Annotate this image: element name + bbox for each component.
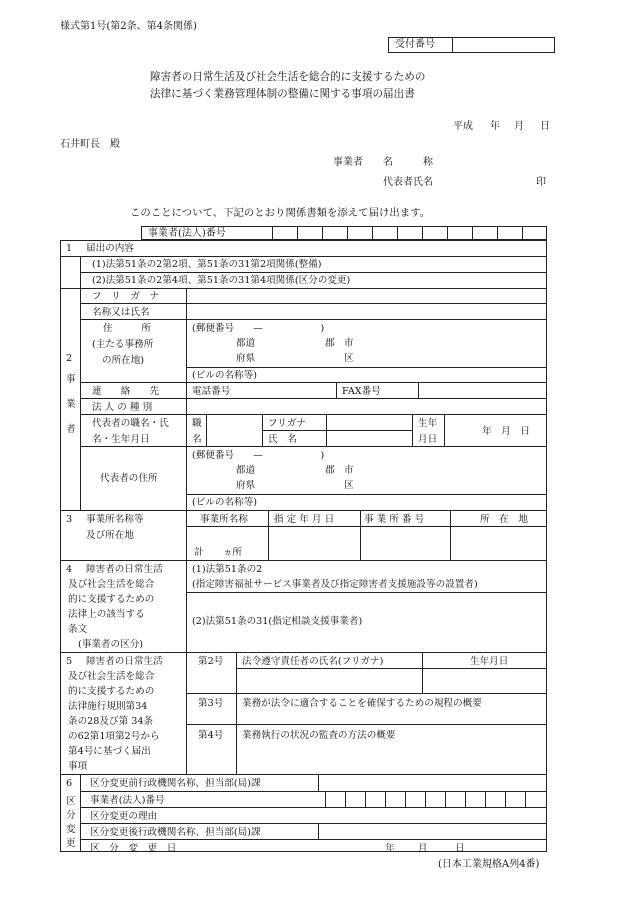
- sec2-rep-ku: 区: [344, 480, 354, 491]
- sec2-contact-label: 連 絡 先: [92, 386, 160, 397]
- sec2-rep-name-label: 氏 名: [268, 434, 297, 445]
- sec4-label-2: 及び社会生活を総合: [68, 579, 155, 590]
- sec2-address-label-1: 住 所: [103, 323, 151, 334]
- sec6-date-month[interactable]: 月: [418, 843, 428, 854]
- date-day: 日: [540, 121, 550, 132]
- sec4-label-4: 法律上の該当する: [68, 609, 145, 620]
- sec2-rep-label-1: 代表者の職名・氏: [92, 418, 169, 429]
- receipt-number-field[interactable]: [453, 38, 553, 52]
- sec6-row-date: 区 分 変 更 日: [90, 843, 177, 854]
- sec2-fuken: 府県: [236, 353, 256, 364]
- sec4-label-6: (事業者の区分): [78, 639, 144, 650]
- sec2-shi: 市: [344, 338, 354, 349]
- sec2-rep-shi: 市: [344, 465, 354, 476]
- sec5-compliance-birth-field[interactable]: [423, 669, 546, 693]
- operator-name-label: 名 称: [383, 157, 433, 168]
- date-era: 平成: [453, 121, 473, 132]
- sec2-postal[interactable]: (郵便番号 — ): [192, 323, 325, 334]
- sec2-corp-type-label: 法 人 の 種 別: [92, 402, 153, 413]
- sec5-label-5: 条の28及び第 34条: [68, 716, 154, 727]
- sec5-compliance-name-field[interactable]: [237, 669, 421, 693]
- operator-label: 事業者: [333, 157, 363, 168]
- sec5-item-4-text: 業務執行の状況の監査の方法の概要: [242, 730, 396, 741]
- sec2-name-field[interactable]: [187, 304, 546, 319]
- sec2-building[interactable]: (ビルの名称等): [192, 370, 258, 381]
- addressee: 石井町長 殿: [60, 139, 120, 150]
- sec5-item-3-text: 業務が法令に適合することを確保するための規程の概要: [242, 698, 482, 709]
- sec2-address-label-3: の所在地): [102, 355, 145, 366]
- sec6-label-char-3: 変: [66, 824, 76, 835]
- sec5-label-3: 的に支援するための: [68, 686, 155, 697]
- sec5-label-4: 法律施行規則第34: [68, 701, 148, 712]
- sec2-birth-label-2: 月日: [418, 434, 438, 445]
- sec3-col-date: 指 定 年 月 日: [274, 514, 335, 525]
- intro-text: このことについて、下記のとおり関係書類を添えて届け出ます。: [130, 207, 431, 219]
- sec2-rep-building[interactable]: (ビルの名称等): [192, 497, 258, 508]
- sec4-number: 4: [66, 564, 73, 575]
- sec3-total: 計 ヵ所: [194, 547, 242, 558]
- sec4-option-1-detail: (指定障害福祉サービス事業者及び指定障害者支援施設等の設置者): [192, 579, 478, 590]
- sec4-label-5: 条文: [68, 624, 88, 635]
- sec2-rep-title-field[interactable]: [207, 415, 261, 446]
- sec3-label-1: 事業所名称等: [86, 514, 144, 525]
- sec6-date-year[interactable]: 年: [385, 843, 395, 854]
- sec4-option-2[interactable]: (2)法第51条の31(指定相談支援事業者): [192, 616, 363, 627]
- sec1-heading: 届出の内容: [86, 243, 134, 254]
- sec2-furigana-label: フ リ ガ ナ: [92, 291, 160, 302]
- sec2-label-char-1: 事: [66, 374, 76, 385]
- sec5-label-8: 事項: [68, 761, 88, 772]
- sec4-label-1: 障害者の日常生活: [86, 564, 163, 575]
- sec6-after-field[interactable]: [319, 824, 546, 839]
- sec6-label-char-4: 更: [66, 838, 76, 849]
- sec1-option-2[interactable]: (2)法第51条の2第4項、第51条の31第4項関係(区分の変更): [92, 275, 351, 286]
- sec2-rep-furigana-label: フリガナ: [268, 418, 306, 429]
- sec5-item-4: 第4号: [198, 730, 224, 741]
- sec2-rep-gun: 郡: [325, 465, 335, 476]
- sec2-shoku-1: 職: [192, 418, 202, 429]
- reg-number-label-cell: [141, 226, 272, 240]
- sec6-before-field[interactable]: [319, 775, 546, 791]
- sec3-location-field[interactable]: [451, 527, 546, 560]
- sec2-rep-fuken: 府県: [236, 480, 256, 491]
- sec5-number: 5: [66, 656, 73, 667]
- sec2-ku: 区: [344, 353, 354, 364]
- sec5-item-2-text: 法令遵守責任者の氏名(フリガナ): [242, 656, 384, 667]
- seal-mark: 印: [536, 177, 546, 188]
- sec3-number: 3: [66, 514, 73, 525]
- sec6-row-reason: 区分変更の理由: [90, 811, 158, 822]
- sec2-shoku-2: 名: [192, 434, 202, 445]
- reg-number-boxes[interactable]: [272, 226, 547, 240]
- sec5-label-2: 及び社会生活を総合: [68, 671, 155, 682]
- sec2-todo: 都道: [236, 338, 256, 349]
- sec3-label-2: 及び所在地: [86, 530, 134, 541]
- sec2-label-char-2: 業: [66, 399, 76, 410]
- sec2-rep-postal[interactable]: (郵便番号 — ): [192, 450, 325, 461]
- receipt-number-box: [388, 37, 555, 53]
- sec2-rep-name-field[interactable]: [327, 415, 411, 446]
- sec1-number: 1: [66, 243, 73, 254]
- sec6-label-char-2: 分: [66, 810, 76, 821]
- date-year: 年: [490, 121, 500, 132]
- title-line-2: 法律に基づく業務管理体制の整備に関する事項の届出書: [150, 88, 415, 100]
- sec2-fax-field[interactable]: [419, 383, 546, 398]
- sec4-label-3: 的に支援するための: [68, 594, 155, 605]
- sec3-col-number: 事 業 所 番 号: [364, 514, 425, 525]
- sec5-label-7: 第4号に基づく届出: [68, 746, 151, 757]
- sec5-label-6: の62第1項第2号から: [68, 731, 160, 742]
- sec6-row-reg-number: 事業者(法人)番号: [90, 795, 165, 806]
- form-label: 様式第1号(第2条、第4条関係): [60, 21, 197, 32]
- sec6-reg-number-boxes[interactable]: [325, 791, 547, 807]
- sec2-phone-field[interactable]: [262, 383, 335, 398]
- sec5-item-2-birth: 生年月日: [470, 656, 509, 667]
- sec4-option-1[interactable]: (1)法第51条の2: [192, 564, 263, 575]
- sec2-number: 2: [66, 353, 73, 364]
- sec3-col-name: 事業所名称: [200, 514, 248, 525]
- sec3-col-location: 所 在 地: [480, 514, 528, 525]
- sec6-row-after: 区分変更後行政機関名称、担当部(局)課: [90, 827, 261, 838]
- receipt-number-label: 受付番号: [395, 39, 435, 50]
- reg-number-label: 事業者(法人)番号: [148, 228, 226, 239]
- sec1-option-1[interactable]: (1)法第51条の2第2項、第51条の31第2項関係(整備): [92, 259, 322, 270]
- sec6-row-before: 区分変更前行政機関名称、担当部(局)課: [90, 778, 261, 789]
- sec5-label-1: 障害者の日常生活: [86, 656, 163, 667]
- sec5-item-2: 第2号: [198, 656, 224, 667]
- sec2-fax-label: FAX番号: [342, 386, 381, 397]
- sec6-number: 6: [66, 778, 73, 789]
- sec2-phone-label: 電話番号: [192, 386, 231, 397]
- sec2-corp-type-field[interactable]: [187, 399, 546, 414]
- sec2-rep-label-2: 名・生年月日: [92, 434, 150, 445]
- sec2-gun: 郡: [325, 338, 335, 349]
- sec3-number-field[interactable]: [361, 527, 449, 560]
- sec2-label-char-3: 者: [66, 424, 76, 435]
- sec6-label-char-1: 区: [66, 796, 76, 807]
- sec3-date-field[interactable]: [269, 527, 359, 560]
- date-month: 月: [514, 121, 524, 132]
- operator-rep-label: 代表者氏名: [383, 177, 433, 188]
- sec2-rep-todo: 都道: [236, 465, 256, 476]
- sec2-rep-address-label: 代表者の住所: [100, 473, 158, 484]
- title-line-1: 障害者の日常生活及び社会生活を総合的に支援するための: [150, 71, 426, 83]
- sec2-birth-label-1: 生年: [418, 418, 438, 429]
- sec5-item-3: 第3号: [198, 698, 224, 709]
- footer-note: (日本工業規格A列4番): [438, 859, 540, 870]
- sec2-name-label: 名称又は氏名: [92, 307, 150, 318]
- sec2-address-label-2: (主たる事務所: [92, 339, 154, 350]
- sec2-furigana-field[interactable]: [187, 289, 546, 303]
- sec6-date-day[interactable]: 日: [455, 843, 465, 854]
- sec2-birth-ymd[interactable]: 年 月 日: [482, 426, 530, 437]
